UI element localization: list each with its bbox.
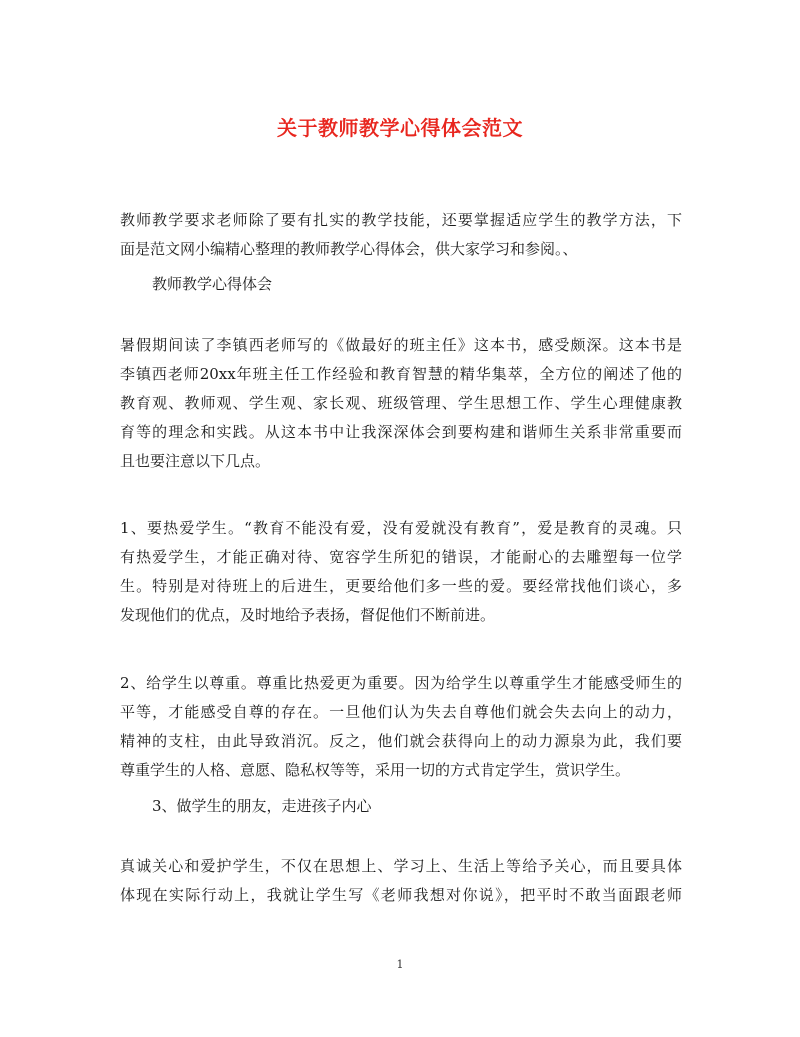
- text-line: 暑假期间读了李镇西老师写的《做最好的班主任》这本书，感受颇深。这本书是: [120, 336, 682, 354]
- text-line: 平等，才能感受自尊的存在。一旦他们认为失去自尊他们就会失去向上的动力，: [120, 703, 682, 721]
- point-2-paragraph: [120, 669, 682, 785]
- text-line: 李镇西老师20xx年班主任工作经验和教育智慧的精华集萃，全方位的阐述了他的: [120, 365, 682, 383]
- text-line: 1、要热爱学生。“教育不能没有爱，没有爱就没有教育”，爱是教育的灵魂。只: [120, 519, 682, 537]
- text-line: 教师教学要求老师除了要有扎实的教学技能，还要掌握适应学生的教学方法，下: [120, 211, 682, 229]
- text-line: 真诚关心和爱护学生，不仅在思想上、学习上、生活上等给予关心，而且要具体: [120, 857, 682, 875]
- text-line: 2、给学生以尊重。尊重比热爱更为重要。因为给学生以尊重学生才能感受师生的: [120, 674, 682, 692]
- text-line: 育等的理念和实践。从这本书中让我深深体会到要构建和谐师生关系非常重要而: [120, 423, 682, 441]
- point-1-paragraph: [120, 514, 682, 630]
- text-line: 教育观、教师观、学生观、家长观、班级管理、学生思想工作、学生心理健康教: [120, 394, 682, 412]
- section-subheading: 教师教学心得体会: [152, 275, 273, 293]
- text-line: 精神的支柱，由此导致消沉。反之，他们就会获得向上的动力源泉为此，我们要: [120, 732, 682, 750]
- intro-paragraph: [120, 206, 682, 264]
- text-line: 发现他们的优点，及时地给予表扬，督促他们不断前进。: [120, 606, 496, 624]
- document-title: 关于教师教学心得体会范文: [277, 116, 523, 140]
- page-number: 1: [396, 958, 404, 971]
- point-3-paragraph: [120, 852, 682, 910]
- text-line: 有热爱学生，才能正确对待、宽容学生所犯的错误，才能耐心的去雕塑每一位学: [120, 548, 682, 566]
- text-line: 面是范文网小编精心整理的教师教学心得体会，供大家学习和参阅。、: [120, 240, 578, 258]
- text-line: 且也要注意以下几点。: [120, 452, 271, 470]
- text-line: 尊重学生的人格、意愿、隐私权等等，采用一切的方式肯定学生，赏识学生。: [120, 761, 631, 779]
- paragraph-1: [120, 331, 682, 476]
- point-3-heading: 3、做学生的朋友，走进孩子内心: [152, 797, 372, 815]
- text-line: 生。特别是对待班上的后进生，更要给他们多一些的爱。要经常找他们谈心，多: [120, 577, 682, 595]
- text-line: 体现在实际行动上，我就让学生写《老师我想对你说》，把平时不敢当面跟老师: [120, 886, 682, 904]
